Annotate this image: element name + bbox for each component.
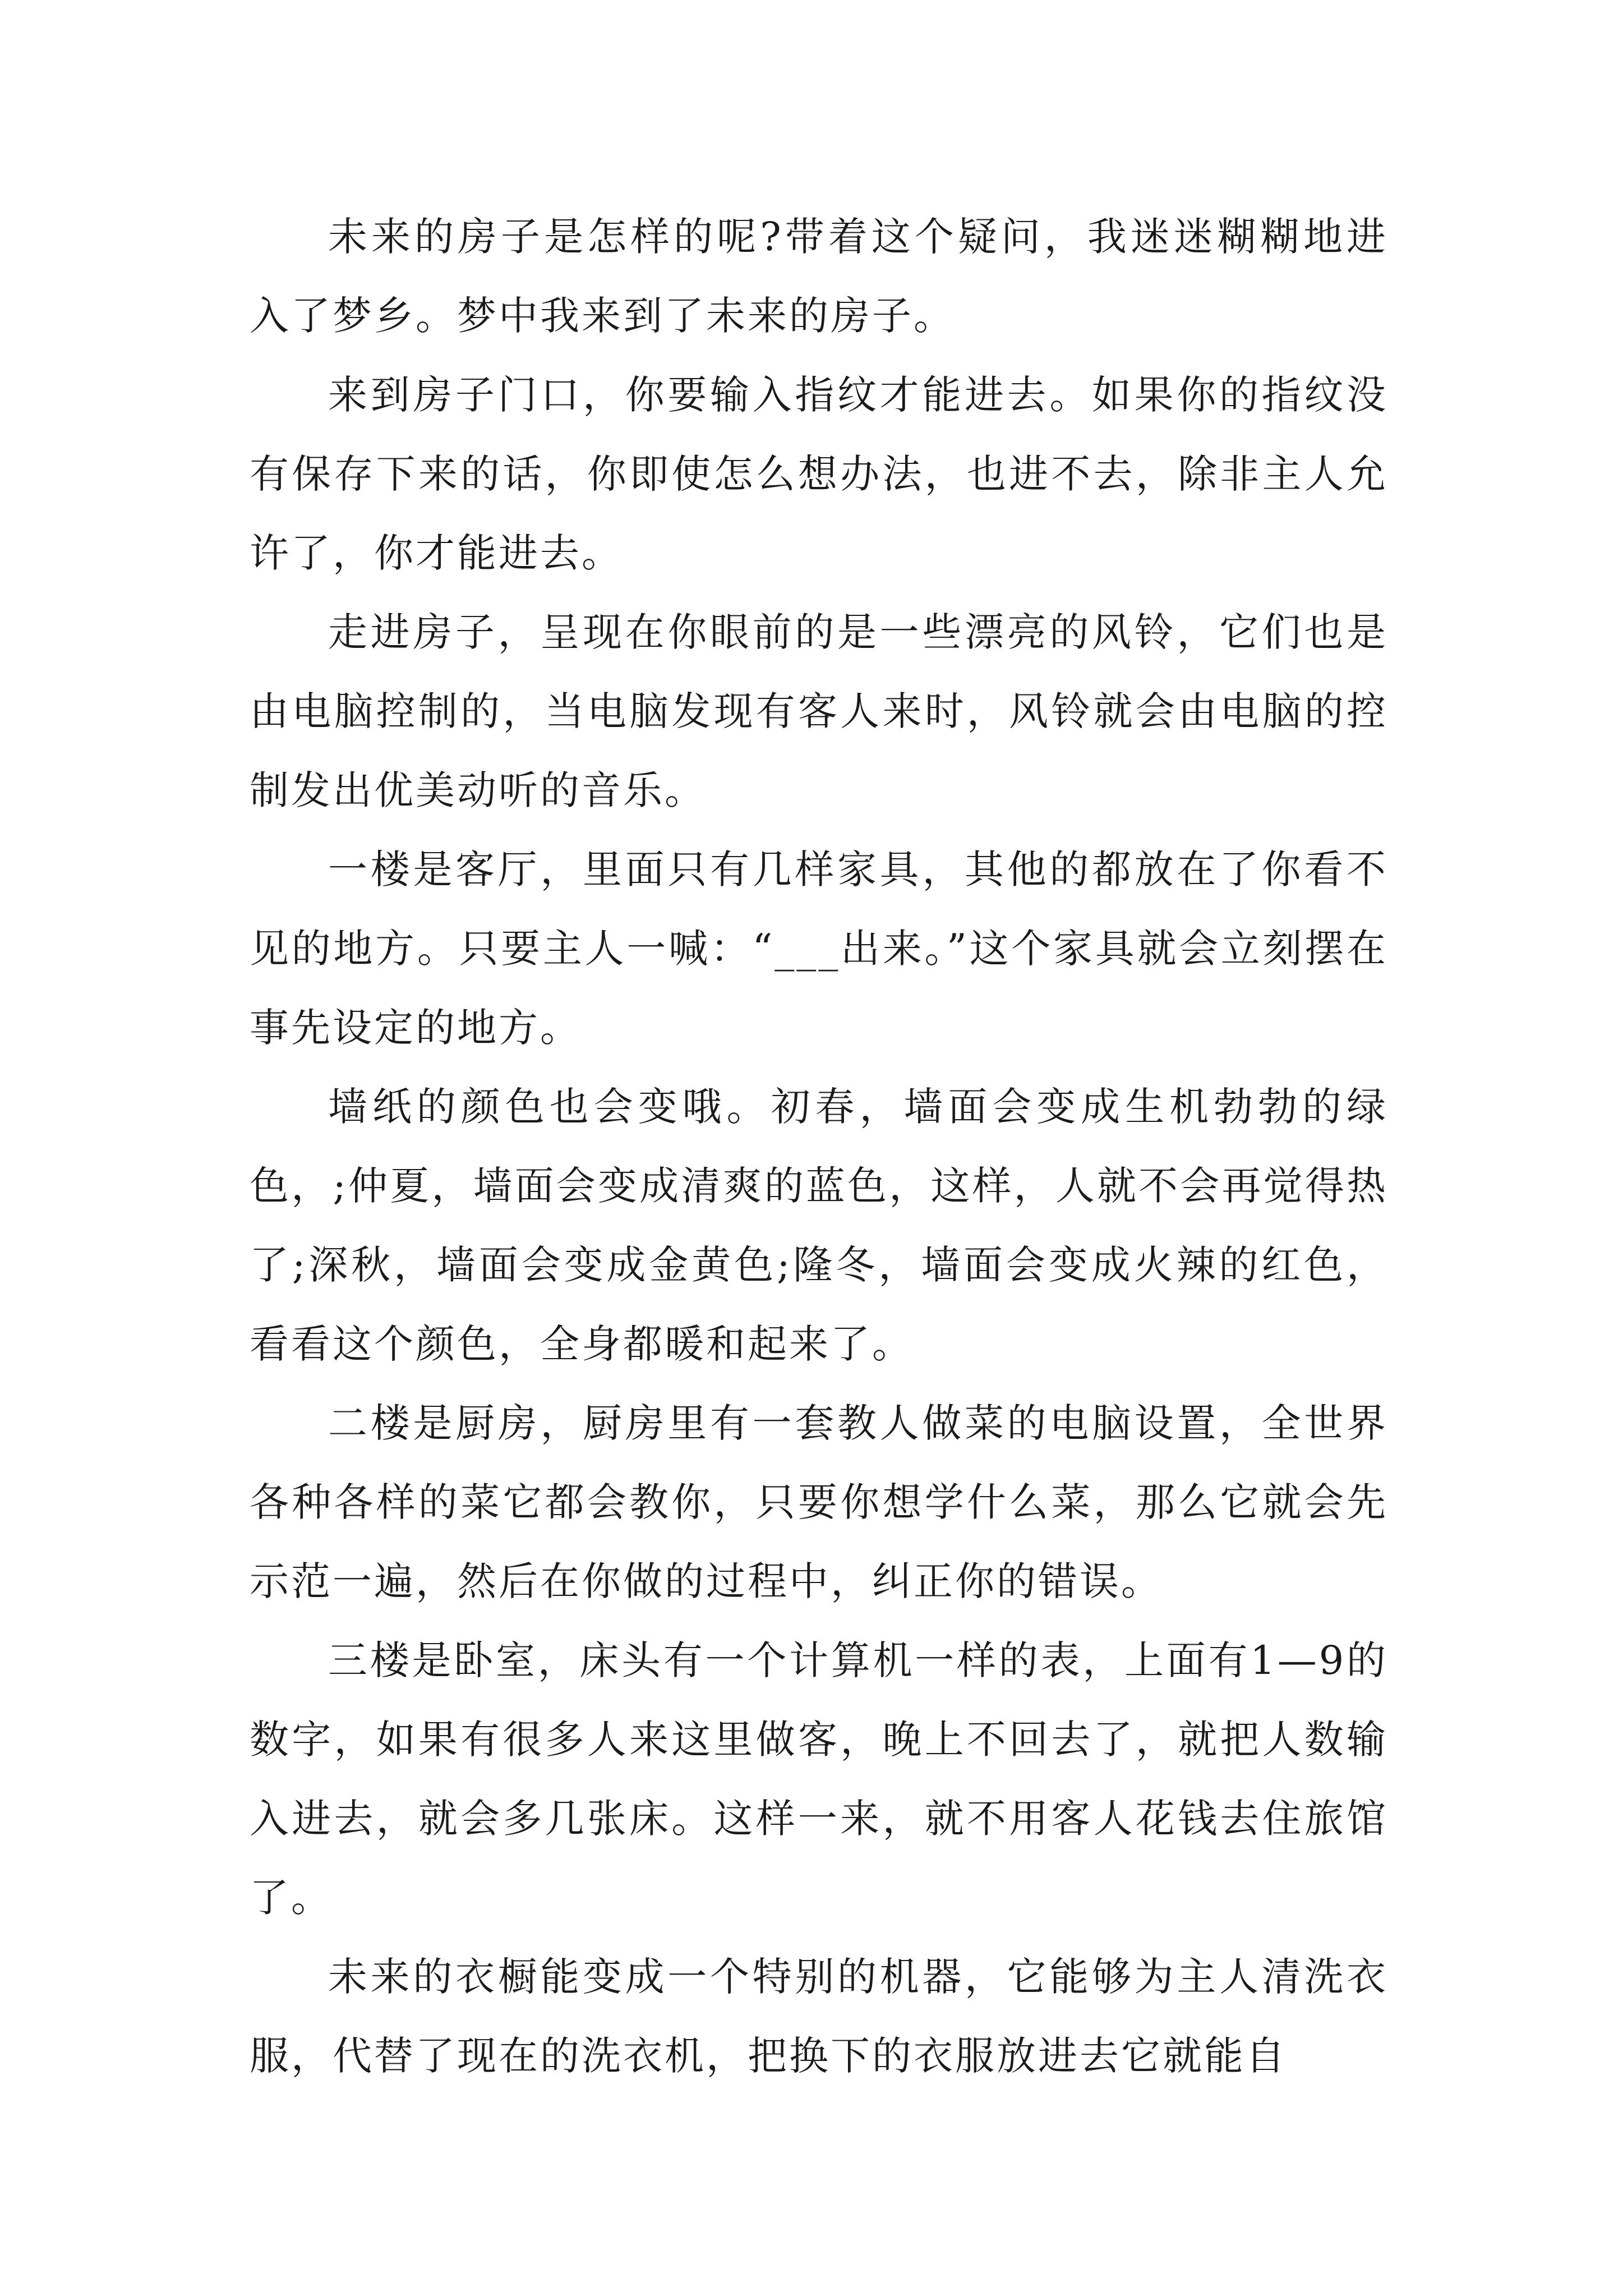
paragraph: 三楼是卧室，床头有一个计算机一样的表，上面有1—9的数字，如果有很多人来这里做客，晚上不回去了，就把人数输入进去，就会多几张床。这样一来，就不用客人花钱去住旅馆了。 (250, 1637, 1388, 1921)
paragraph: 来到房子门口，你要输入指纹才能进去。如果你的指纹没有保存下来的话，你即使怎么想办法，也进不去，除非主人允许了，你才能进去。 (250, 372, 1388, 576)
document-body (250, 197, 1388, 2096)
paragraph: 一楼是客厅，里面只有几样家具，其他的都放在了你看不见的地方。只要主人一喊：“___出来。”这个家具就会立刻摆在事先设定的地方。 (250, 846, 1388, 1051)
paragraph: 未来的房子是怎样的呢?带着这个疑问，我迷迷糊糊地进入了梦乡。梦中我来到了未来的房子。 (250, 214, 1388, 339)
paragraph: 走进房子，呈现在你眼前的是一些漂亮的风铃，它们也是由电脑控制的，当电脑发现有客人来时，风铃就会由电脑的控制发出优美动听的音乐。 (250, 609, 1388, 813)
paragraph: 未来的衣橱能变成一个特别的机器，它能够为主人清洗衣服，代替了现在的洗衣机，把换下的衣服放进去它就能自 (250, 1954, 1388, 2079)
paragraph: 二楼是厨房，厨房里有一套教人做菜的电脑设置，全世界各种各样的菜它都会教你，只要你想学什么菜，那么它就会先示范一遍，然后在你做的过程中，纠正你的错误。 (250, 1400, 1388, 1604)
paragraph: 墙纸的颜色也会变哦。初春，墙面会变成生机勃勃的绿色，;仲夏，墙面会变成清爽的蓝色，这样，人就不会再觉得热了;深秋，墙面会变成金黄色;隆冬，墙面会变成火辣的红色，看看这个颜色，全身都暖和起来了。 (250, 1084, 1388, 1367)
